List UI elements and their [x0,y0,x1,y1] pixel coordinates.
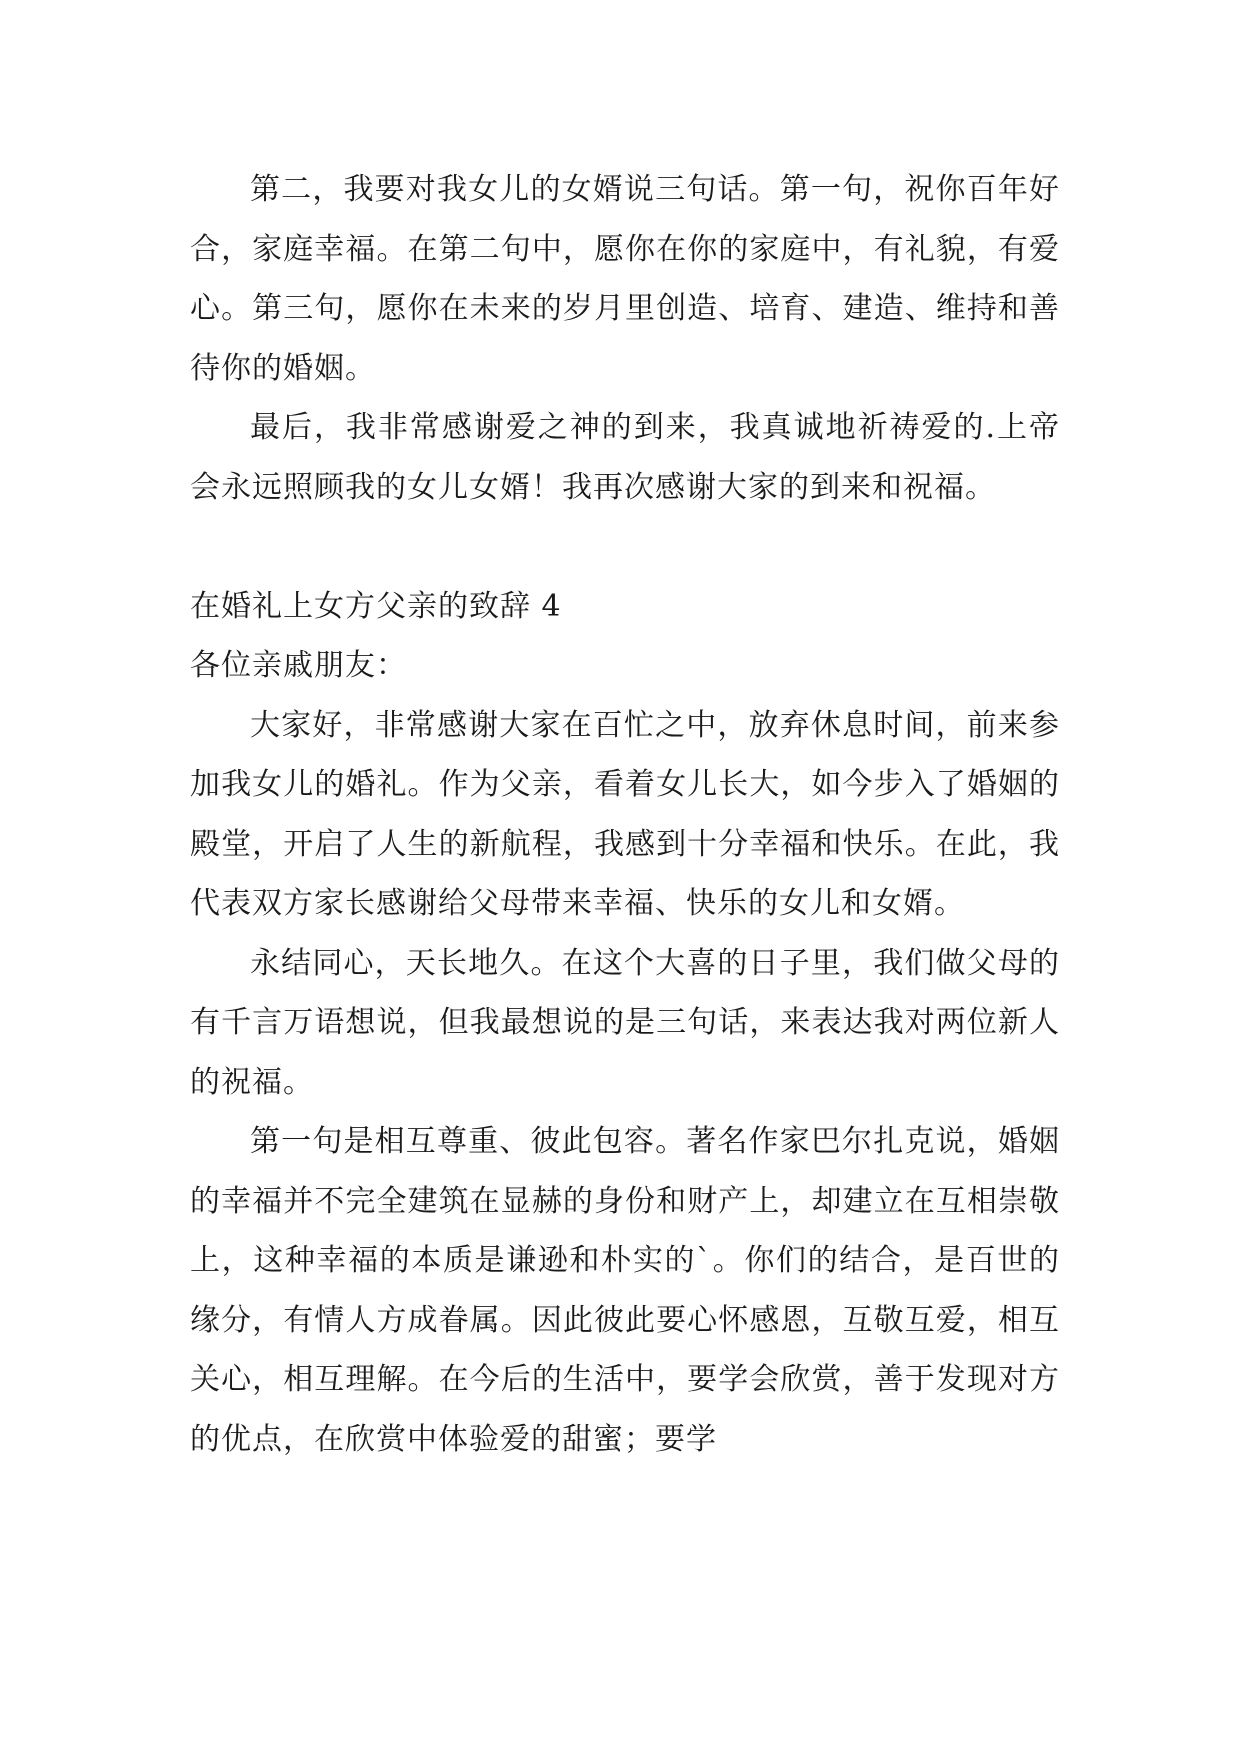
paragraph-closing-thanks: 最后，我非常感谢爱之神的到来，我真诚地祈祷爱的.上帝会永远照顾我的女儿女婿！我再次感谢大家的到来和祝福。 [190,410,1060,505]
paragraph-blessing: 永结同心，天长地久。在这个大喜的日子里，我们做父母的有千言万语想说，但我最想说的是三句话，来表达我对两位新人的祝福。 [190,945,1060,1100]
paragraph-greeting: 大家好，非常感谢大家在百忙之中，放弃休息时间，前来参加我女儿的婚礼。作为父亲，看着女儿长大，如今步入了婚姻的殿堂，开启了人生的新航程，我感到十分幸福和快乐。在此，我代表双方家长感谢给父母带来幸福、快乐的女儿和女婿。 [190,707,1060,921]
section-title: 在婚礼上女方父亲的致辞 4 [190,588,562,624]
paragraph-second-words: 第二，我要对我女儿的女婿说三句话。第一句，祝你百年好合，家庭幸福。在第二句中，愿你在你的家庭中，有礼貌，有爱心。第三句，愿你在未来的岁月里创造、培育、建造、维持和善待你的婚姻。 [190,172,1060,386]
paragraph-first-advice: 第一句是相互尊重、彼此包容。著名作家巴尔扎克说，婚姻的幸福并不完全建筑在显赫的身份和财产上，却建立在互相崇敬上，这种幸福的本质是谦逊和朴实的`。你们的结合，是百世的缘分，有情人方成眷属。因此彼此要心怀感恩，互敬互爱，相互关心，相互理解。在今后的生活中，要学会欣赏，善于发现对方的优点，在欣赏中体验爱的甜蜜；要学 [190,1124,1060,1457]
blank-line [190,517,1060,577]
document-body [190,160,1060,1469]
salutation: 各位亲戚朋友： [190,648,407,683]
